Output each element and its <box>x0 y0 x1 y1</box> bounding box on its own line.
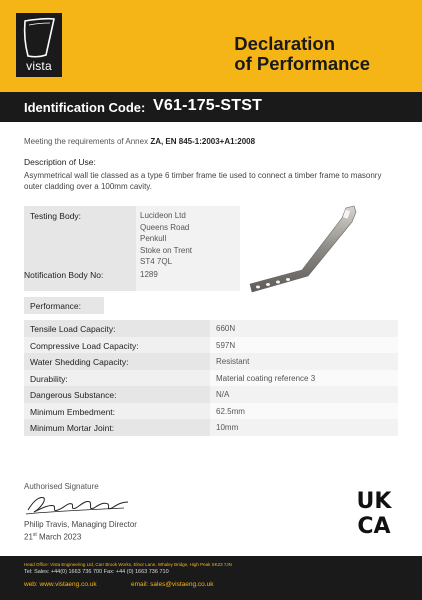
signature-image <box>24 490 134 523</box>
vista-logo-icon <box>16 13 62 77</box>
address-line: Penkull <box>140 234 167 243</box>
performance-heading: Performance: <box>30 301 82 311</box>
footer-email-link[interactable]: email: sales@vistaeng.co.uk <box>131 581 214 588</box>
footer-address: Head Office: Vista Engineering Ltd, Carr Brook Works, Elnor Lane, Whaley Bridge, High Peak SK23 7JN <box>24 562 232 567</box>
row-value: 660N <box>216 324 236 333</box>
logo-text: vista <box>26 59 52 73</box>
address-line: Queens Road <box>140 222 190 232</box>
row-label: Minimum Mortar Joint: <box>30 423 115 433</box>
footer <box>0 556 422 600</box>
address-line: Lucideon Ltd <box>140 211 186 220</box>
row-label: Minimum Embedment: <box>30 406 116 417</box>
address-line: Stoke on Trent <box>140 245 193 255</box>
title-line-1: Declaration <box>234 33 336 54</box>
requirements-prefix: Meeting the requirements of Annex <box>24 137 149 146</box>
table-row <box>24 403 398 420</box>
performance-heading-cell <box>24 297 104 314</box>
footer-phones: Tel: Sales: +44(0) 1663 736 700 Fax: +44 (0) 1663 736 710 <box>24 569 169 575</box>
row-value: N/A <box>216 390 230 399</box>
date-rest: March 2023 <box>36 532 82 542</box>
notification-body-value: 1289 <box>140 270 158 279</box>
document-title <box>234 34 370 74</box>
ukca-line-1: UK <box>356 489 392 514</box>
row-value: 597N <box>216 340 236 350</box>
requirements-text <box>24 137 255 146</box>
address-line: ST4 7QL <box>140 257 173 266</box>
row-value: Resistant <box>216 357 250 366</box>
table-row <box>24 337 398 354</box>
testing-body-address <box>140 210 192 268</box>
identification-code: V61-175-STST <box>153 97 263 114</box>
ukca-line-2: CA <box>357 514 391 536</box>
row-label: Compressive Load Capacity: <box>30 340 139 351</box>
row-label: Dangerous Substance: <box>30 390 117 400</box>
description-heading: Description of Use: <box>24 157 96 167</box>
row-label: Durability: <box>30 373 68 384</box>
row-label: Water Shedding Capacity: <box>30 357 129 367</box>
notification-body-label: Notification Body No: <box>24 270 104 280</box>
signer-name: Philip Travis, Managing Director <box>24 520 137 529</box>
table-row <box>24 320 398 337</box>
date-suffix: st <box>32 532 37 538</box>
ukca-mark <box>350 488 398 536</box>
table-row <box>24 419 398 436</box>
row-value: Material coating reference 3 <box>216 373 316 383</box>
signature-date <box>24 532 81 542</box>
identification-bar <box>0 92 422 122</box>
row-value: 62.5mm <box>216 406 245 416</box>
identification-label: Identification Code: <box>24 100 146 115</box>
description-text: Asymmetrical wall tie classed as a type 6 timber frame tie used to connect a timber frame to masonry outer cladding over a 100mm cavity. <box>24 171 382 191</box>
requirements-standard: ZA, EN 845-1:2003+A1:2008 <box>150 137 256 146</box>
row-label: Tensile Load Capacity: <box>30 324 116 334</box>
date-day: 21 <box>24 532 33 542</box>
footer-web-link[interactable]: web: www.vistaeng.co.uk <box>24 581 97 588</box>
table-row <box>24 370 398 387</box>
signature-heading: Authorised Signature <box>24 482 99 491</box>
performance-table <box>24 320 398 436</box>
title-line-2: of Performance <box>234 53 370 74</box>
header <box>0 0 422 92</box>
table-row <box>24 386 398 403</box>
testing-body-label: Testing Body: <box>30 211 82 221</box>
wall-tie-image <box>244 200 364 300</box>
row-value: 10mm <box>216 423 239 432</box>
table-row <box>24 353 398 370</box>
